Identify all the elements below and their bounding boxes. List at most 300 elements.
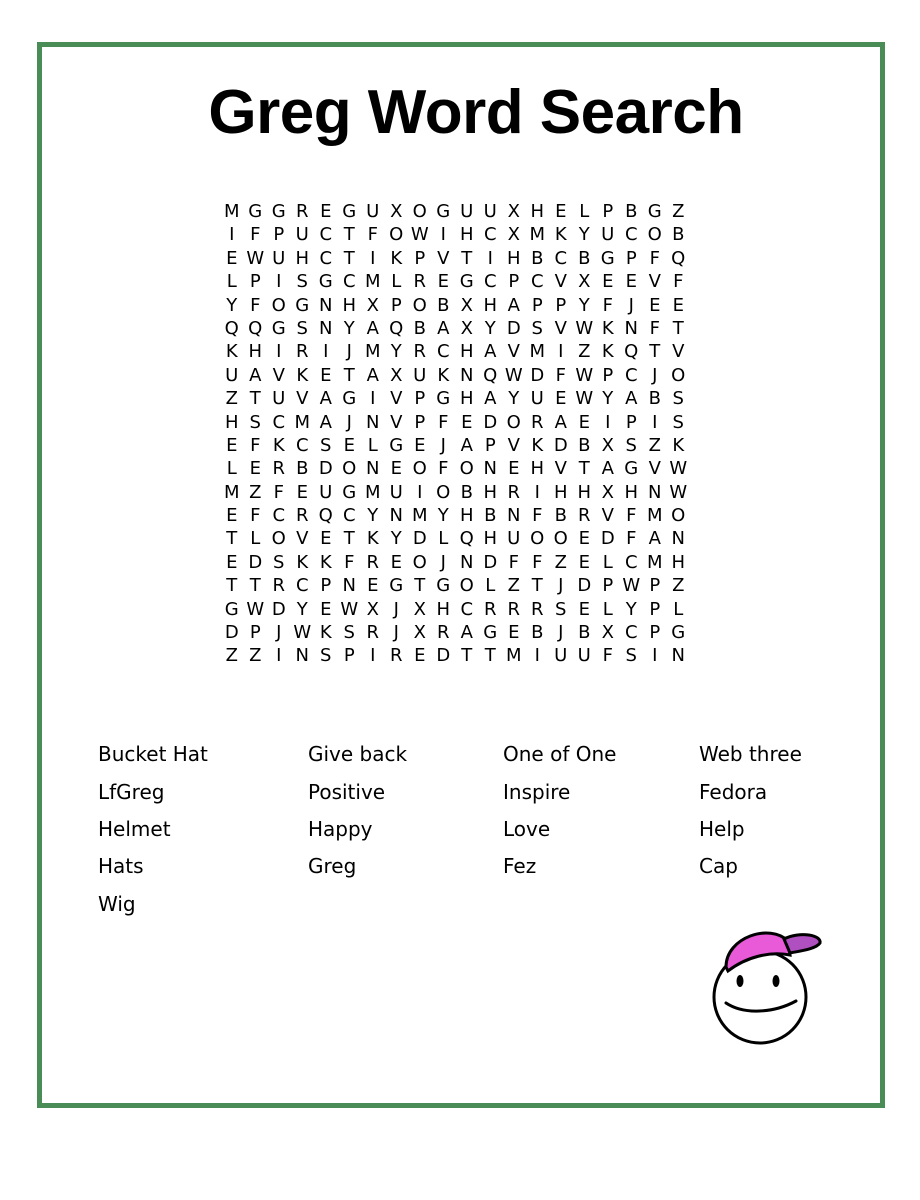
- grid-letter[interactable]: I: [370, 645, 376, 667]
- grid-letter[interactable]: X: [390, 364, 403, 386]
- grid-letter[interactable]: Y: [437, 505, 449, 527]
- grid-letter[interactable]: T: [461, 645, 473, 667]
- grid-letter[interactable]: H: [530, 201, 545, 222]
- grid-letter[interactable]: F: [532, 505, 543, 527]
- grid-letter[interactable]: K: [296, 364, 309, 386]
- grid-letter[interactable]: T: [414, 575, 426, 597]
- grid-letter[interactable]: H: [436, 598, 451, 620]
- grid-letter[interactable]: W: [622, 575, 641, 597]
- grid-letter[interactable]: C: [624, 364, 638, 386]
- grid-letter[interactable]: Y: [390, 528, 402, 550]
- grid-letter[interactable]: U: [507, 528, 521, 550]
- grid-letter[interactable]: M: [364, 271, 381, 293]
- grid-letter[interactable]: A: [554, 411, 567, 433]
- grid-letter[interactable]: D: [271, 598, 286, 620]
- grid-letter[interactable]: R: [530, 598, 544, 620]
- grid-letter[interactable]: M: [529, 341, 546, 363]
- grid-letter[interactable]: P: [625, 247, 637, 269]
- grid-letter[interactable]: K: [272, 434, 285, 456]
- grid-letter[interactable]: P: [602, 201, 614, 222]
- grid-letter[interactable]: O: [436, 481, 451, 503]
- grid-letter[interactable]: N: [671, 645, 685, 667]
- grid-letter[interactable]: A: [601, 458, 614, 480]
- grid-letter[interactable]: K: [601, 317, 614, 339]
- grid-letter[interactable]: K: [672, 434, 685, 456]
- grid-letter[interactable]: L: [602, 551, 613, 573]
- grid-letter[interactable]: H: [483, 294, 498, 316]
- grid-letter[interactable]: U: [389, 481, 403, 503]
- grid-letter[interactable]: E: [343, 434, 355, 456]
- grid-letter[interactable]: D: [506, 317, 521, 339]
- grid-letter[interactable]: O: [459, 458, 474, 480]
- grid-letter[interactable]: D: [436, 645, 451, 667]
- grid-letter[interactable]: Z: [249, 481, 262, 503]
- grid-letter[interactable]: E: [625, 271, 637, 293]
- grid-letter[interactable]: I: [370, 247, 376, 269]
- grid-letter[interactable]: F: [602, 645, 613, 667]
- grid-letter[interactable]: W: [410, 224, 429, 246]
- grid-letter[interactable]: J: [276, 622, 282, 644]
- grid-letter[interactable]: B: [460, 481, 473, 503]
- grid-letter[interactable]: W: [575, 364, 594, 386]
- grid-letter[interactable]: B: [413, 317, 426, 339]
- grid-letter[interactable]: A: [366, 364, 379, 386]
- grid-letter[interactable]: E: [390, 458, 402, 480]
- grid-letter[interactable]: B: [578, 622, 591, 644]
- grid-letter[interactable]: K: [366, 528, 379, 550]
- grid-letter[interactable]: X: [460, 294, 473, 316]
- grid-letter[interactable]: H: [553, 481, 568, 503]
- grid-letter[interactable]: F: [508, 551, 519, 573]
- grid-letter[interactable]: I: [417, 481, 423, 503]
- grid-letter[interactable]: Y: [226, 294, 238, 316]
- grid-letter[interactable]: G: [295, 294, 310, 316]
- grid-letter[interactable]: G: [318, 271, 333, 293]
- grid-letter[interactable]: V: [507, 434, 520, 456]
- grid-letter[interactable]: J: [440, 434, 446, 456]
- grid-letter[interactable]: I: [605, 411, 611, 433]
- grid-letter[interactable]: K: [319, 551, 332, 573]
- grid-letter[interactable]: B: [648, 388, 661, 410]
- grid-letter[interactable]: P: [273, 224, 285, 246]
- grid-letter[interactable]: O: [342, 458, 357, 480]
- grid-letter[interactable]: J: [628, 294, 634, 316]
- grid-letter[interactable]: H: [671, 551, 686, 573]
- grid-letter[interactable]: N: [366, 458, 380, 480]
- grid-letter[interactable]: D: [248, 551, 263, 573]
- grid-letter[interactable]: H: [459, 388, 474, 410]
- grid-letter[interactable]: F: [673, 271, 684, 293]
- grid-letter[interactable]: R: [413, 341, 426, 363]
- grid-letter[interactable]: V: [648, 271, 661, 293]
- grid-letter[interactable]: H: [342, 294, 357, 316]
- grid-letter[interactable]: C: [436, 341, 450, 363]
- grid-letter[interactable]: E: [578, 528, 590, 550]
- grid-letter[interactable]: W: [669, 481, 688, 503]
- grid-letter[interactable]: E: [672, 294, 684, 316]
- grid-letter[interactable]: H: [506, 247, 521, 269]
- grid-letter[interactable]: B: [578, 434, 591, 456]
- grid-letter[interactable]: G: [436, 575, 451, 597]
- grid-letter[interactable]: Z: [672, 201, 685, 222]
- grid-letter[interactable]: N: [460, 551, 474, 573]
- grid-letter[interactable]: D: [577, 575, 592, 597]
- grid-letter[interactable]: B: [484, 505, 497, 527]
- grid-letter[interactable]: X: [366, 598, 379, 620]
- grid-letter[interactable]: R: [295, 341, 309, 363]
- grid-letter[interactable]: C: [342, 271, 356, 293]
- grid-letter[interactable]: S: [343, 622, 355, 644]
- grid-letter[interactable]: B: [672, 224, 685, 246]
- grid-letter[interactable]: F: [626, 505, 637, 527]
- grid-letter[interactable]: J: [440, 551, 446, 573]
- grid-letter[interactable]: N: [507, 505, 521, 527]
- grid-letter[interactable]: X: [507, 201, 520, 222]
- grid-letter[interactable]: H: [577, 481, 592, 503]
- grid-letter[interactable]: B: [531, 247, 544, 269]
- grid-letter[interactable]: E: [226, 434, 238, 456]
- grid-letter[interactable]: S: [672, 388, 684, 410]
- grid-letter[interactable]: P: [602, 364, 614, 386]
- grid-letter[interactable]: X: [601, 622, 614, 644]
- grid-letter[interactable]: E: [226, 247, 238, 269]
- grid-letter[interactable]: E: [320, 598, 332, 620]
- grid-letter[interactable]: O: [412, 201, 427, 222]
- grid-letter[interactable]: E: [555, 201, 567, 222]
- grid-letter[interactable]: M: [223, 201, 240, 222]
- grid-letter[interactable]: V: [296, 388, 309, 410]
- grid-letter[interactable]: Y: [343, 317, 355, 339]
- grid-letter[interactable]: G: [647, 201, 662, 222]
- grid-letter[interactable]: L: [602, 598, 613, 620]
- grid-letter[interactable]: G: [483, 622, 498, 644]
- grid-letter[interactable]: Q: [224, 317, 239, 339]
- grid-letter[interactable]: G: [671, 622, 686, 644]
- grid-letter[interactable]: I: [276, 341, 282, 363]
- grid-letter[interactable]: R: [577, 505, 591, 527]
- grid-letter[interactable]: U: [366, 201, 380, 222]
- grid-letter[interactable]: V: [296, 528, 309, 550]
- grid-letter[interactable]: C: [483, 271, 497, 293]
- grid-letter[interactable]: I: [558, 341, 564, 363]
- grid-letter[interactable]: U: [272, 247, 286, 269]
- grid-letter[interactable]: M: [364, 341, 381, 363]
- grid-letter[interactable]: X: [578, 271, 591, 293]
- grid-letter[interactable]: R: [413, 271, 426, 293]
- grid-letter[interactable]: J: [346, 411, 352, 433]
- grid-letter[interactable]: I: [652, 411, 658, 433]
- grid-letter[interactable]: V: [554, 317, 567, 339]
- grid-letter[interactable]: N: [342, 575, 356, 597]
- grid-letter[interactable]: E: [578, 551, 590, 573]
- grid-letter[interactable]: E: [508, 458, 520, 480]
- grid-letter[interactable]: I: [440, 224, 446, 246]
- grid-letter[interactable]: I: [534, 481, 540, 503]
- grid-letter[interactable]: A: [484, 341, 497, 363]
- grid-letter[interactable]: K: [225, 341, 238, 363]
- grid-letter[interactable]: C: [530, 271, 544, 293]
- grid-letter[interactable]: V: [672, 341, 685, 363]
- grid-letter[interactable]: O: [412, 294, 427, 316]
- grid-letter[interactable]: L: [250, 528, 261, 550]
- grid-letter[interactable]: B: [625, 201, 638, 222]
- grid-letter[interactable]: A: [249, 364, 262, 386]
- grid-letter[interactable]: K: [601, 341, 614, 363]
- grid-letter[interactable]: T: [226, 528, 238, 550]
- grid-letter[interactable]: P: [484, 434, 496, 456]
- grid-letter[interactable]: O: [530, 528, 545, 550]
- grid-letter[interactable]: U: [272, 388, 286, 410]
- grid-letter[interactable]: A: [460, 434, 473, 456]
- grid-letter[interactable]: F: [602, 294, 613, 316]
- grid-letter[interactable]: P: [602, 575, 614, 597]
- grid-letter[interactable]: U: [225, 364, 239, 386]
- grid-letter[interactable]: H: [483, 528, 498, 550]
- grid-letter[interactable]: A: [366, 317, 379, 339]
- grid-letter[interactable]: K: [319, 622, 332, 644]
- grid-letter[interactable]: G: [624, 458, 639, 480]
- grid-letter[interactable]: S: [273, 551, 285, 573]
- grid-letter[interactable]: I: [229, 224, 235, 246]
- grid-letter[interactable]: E: [555, 388, 567, 410]
- grid-letter[interactable]: Q: [459, 528, 474, 550]
- grid-letter[interactable]: S: [531, 317, 543, 339]
- grid-letter[interactable]: S: [296, 271, 308, 293]
- grid-letter[interactable]: P: [649, 598, 661, 620]
- grid-letter[interactable]: U: [577, 645, 591, 667]
- grid-letter[interactable]: Y: [578, 294, 590, 316]
- grid-letter[interactable]: E: [508, 622, 520, 644]
- grid-letter[interactable]: E: [602, 271, 614, 293]
- grid-letter[interactable]: C: [272, 505, 286, 527]
- grid-letter[interactable]: J: [652, 364, 658, 386]
- grid-letter[interactable]: J: [393, 598, 399, 620]
- grid-letter[interactable]: V: [601, 505, 614, 527]
- grid-letter[interactable]: F: [649, 317, 660, 339]
- grid-letter[interactable]: P: [414, 247, 426, 269]
- grid-letter[interactable]: K: [531, 434, 544, 456]
- grid-letter[interactable]: R: [295, 201, 309, 222]
- grid-letter[interactable]: Z: [648, 434, 661, 456]
- grid-letter[interactable]: E: [320, 364, 332, 386]
- grid-letter[interactable]: F: [649, 247, 660, 269]
- grid-letter[interactable]: I: [534, 645, 540, 667]
- grid-letter[interactable]: M: [505, 645, 522, 667]
- grid-letter[interactable]: E: [414, 645, 426, 667]
- grid-letter[interactable]: P: [508, 271, 520, 293]
- grid-letter[interactable]: O: [412, 458, 427, 480]
- grid-letter[interactable]: Q: [624, 341, 639, 363]
- grid-letter[interactable]: Q: [318, 505, 333, 527]
- grid-letter[interactable]: U: [319, 481, 333, 503]
- grid-letter[interactable]: T: [672, 317, 684, 339]
- grid-letter[interactable]: L: [391, 271, 402, 293]
- grid-letter[interactable]: A: [507, 294, 520, 316]
- grid-letter[interactable]: W: [575, 317, 594, 339]
- grid-letter[interactable]: T: [226, 575, 238, 597]
- grid-letter[interactable]: E: [320, 201, 332, 222]
- grid-letter[interactable]: O: [271, 294, 286, 316]
- grid-letter[interactable]: D: [530, 364, 545, 386]
- grid-letter[interactable]: Y: [602, 388, 614, 410]
- grid-letter[interactable]: O: [506, 411, 521, 433]
- grid-letter[interactable]: U: [460, 201, 474, 222]
- grid-letter[interactable]: G: [342, 388, 357, 410]
- grid-letter[interactable]: E: [320, 528, 332, 550]
- grid-letter[interactable]: L: [485, 575, 496, 597]
- grid-letter[interactable]: W: [293, 622, 312, 644]
- grid-letter[interactable]: T: [578, 458, 590, 480]
- grid-letter[interactable]: H: [530, 458, 545, 480]
- grid-letter[interactable]: I: [276, 645, 282, 667]
- grid-letter[interactable]: V: [554, 458, 567, 480]
- grid-letter[interactable]: N: [460, 364, 474, 386]
- grid-letter[interactable]: H: [483, 481, 498, 503]
- grid-letter[interactable]: O: [671, 505, 686, 527]
- grid-letter[interactable]: G: [389, 434, 404, 456]
- grid-letter[interactable]: F: [555, 364, 566, 386]
- grid-letter[interactable]: W: [575, 388, 594, 410]
- grid-letter[interactable]: V: [648, 458, 661, 480]
- grid-letter[interactable]: C: [624, 622, 638, 644]
- grid-letter[interactable]: D: [483, 551, 498, 573]
- grid-letter[interactable]: G: [436, 388, 451, 410]
- grid-letter[interactable]: J: [558, 622, 564, 644]
- grid-letter[interactable]: M: [364, 481, 381, 503]
- grid-letter[interactable]: S: [672, 411, 684, 433]
- grid-letter[interactable]: R: [272, 458, 285, 480]
- grid-letter[interactable]: P: [531, 294, 543, 316]
- grid-letter[interactable]: Z: [578, 341, 591, 363]
- grid-letter[interactable]: T: [343, 247, 355, 269]
- grid-letter[interactable]: S: [320, 645, 332, 667]
- grid-letter[interactable]: Y: [296, 598, 308, 620]
- grid-letter[interactable]: Y: [508, 388, 520, 410]
- grid-letter[interactable]: Y: [484, 317, 496, 339]
- grid-letter[interactable]: G: [459, 271, 474, 293]
- grid-letter[interactable]: E: [296, 481, 308, 503]
- grid-letter[interactable]: V: [554, 271, 567, 293]
- grid-letter[interactable]: C: [319, 247, 333, 269]
- grid-letter[interactable]: K: [554, 224, 567, 246]
- grid-letter[interactable]: I: [652, 645, 658, 667]
- grid-letter[interactable]: I: [276, 271, 282, 293]
- grid-letter[interactable]: I: [323, 341, 329, 363]
- grid-letter[interactable]: B: [296, 458, 309, 480]
- grid-letter[interactable]: P: [343, 645, 355, 667]
- grid-letter[interactable]: C: [272, 411, 286, 433]
- grid-letter[interactable]: U: [483, 201, 497, 222]
- grid-letter[interactable]: G: [436, 201, 451, 222]
- grid-letter[interactable]: M: [294, 411, 311, 433]
- grid-letter[interactable]: G: [342, 481, 357, 503]
- grid-letter[interactable]: E: [578, 411, 590, 433]
- grid-letter[interactable]: K: [437, 364, 450, 386]
- grid-letter[interactable]: O: [271, 528, 286, 550]
- grid-letter[interactable]: N: [319, 294, 333, 316]
- grid-letter[interactable]: W: [246, 247, 265, 269]
- grid-letter[interactable]: V: [437, 247, 450, 269]
- grid-letter[interactable]: Q: [248, 317, 263, 339]
- grid-letter[interactable]: G: [271, 201, 286, 222]
- grid-letter[interactable]: E: [414, 434, 426, 456]
- grid-letter[interactable]: C: [460, 598, 474, 620]
- grid-letter[interactable]: E: [390, 551, 402, 573]
- grid-letter[interactable]: C: [483, 224, 497, 246]
- grid-letter[interactable]: T: [343, 528, 355, 550]
- grid-letter[interactable]: Y: [390, 341, 402, 363]
- grid-letter[interactable]: X: [366, 294, 379, 316]
- grid-letter[interactable]: P: [649, 575, 661, 597]
- grid-letter[interactable]: S: [249, 411, 261, 433]
- grid-letter[interactable]: X: [507, 224, 520, 246]
- grid-letter[interactable]: S: [296, 317, 308, 339]
- grid-letter[interactable]: T: [649, 341, 661, 363]
- grid-letter[interactable]: F: [367, 224, 378, 246]
- grid-letter[interactable]: E: [249, 458, 261, 480]
- grid-letter[interactable]: V: [507, 341, 520, 363]
- grid-letter[interactable]: E: [437, 271, 449, 293]
- grid-letter[interactable]: E: [226, 551, 238, 573]
- grid-letter[interactable]: B: [554, 505, 567, 527]
- grid-letter[interactable]: I: [370, 388, 376, 410]
- grid-letter[interactable]: L: [226, 271, 237, 293]
- grid-letter[interactable]: M: [529, 224, 546, 246]
- grid-letter[interactable]: H: [248, 341, 263, 363]
- grid-letter[interactable]: H: [224, 411, 239, 433]
- grid-letter[interactable]: H: [459, 224, 474, 246]
- grid-letter[interactable]: D: [483, 411, 498, 433]
- grid-letter[interactable]: O: [459, 575, 474, 597]
- grid-letter[interactable]: N: [483, 458, 497, 480]
- grid-letter[interactable]: C: [342, 505, 356, 527]
- grid-letter[interactable]: P: [414, 411, 426, 433]
- grid-letter[interactable]: R: [366, 551, 379, 573]
- grid-letter[interactable]: O: [412, 551, 427, 573]
- grid-letter[interactable]: L: [367, 434, 378, 456]
- grid-letter[interactable]: U: [530, 388, 544, 410]
- grid-letter[interactable]: L: [226, 458, 237, 480]
- grid-letter[interactable]: P: [555, 294, 567, 316]
- grid-letter[interactable]: B: [578, 247, 591, 269]
- grid-letter[interactable]: L: [673, 598, 684, 620]
- grid-letter[interactable]: T: [249, 575, 261, 597]
- grid-letter[interactable]: Y: [578, 224, 590, 246]
- grid-letter[interactable]: O: [389, 224, 404, 246]
- grid-letter[interactable]: L: [438, 528, 449, 550]
- grid-letter[interactable]: S: [555, 598, 567, 620]
- grid-letter[interactable]: F: [273, 481, 284, 503]
- grid-letter[interactable]: T: [531, 575, 543, 597]
- grid-letter[interactable]: X: [601, 481, 614, 503]
- grid-letter[interactable]: D: [224, 622, 239, 644]
- grid-letter[interactable]: R: [389, 645, 403, 667]
- grid-letter[interactable]: O: [671, 364, 686, 386]
- grid-letter[interactable]: H: [459, 505, 474, 527]
- grid-letter[interactable]: M: [646, 551, 663, 573]
- grid-letter[interactable]: C: [319, 224, 333, 246]
- grid-letter[interactable]: R: [530, 411, 544, 433]
- grid-letter[interactable]: T: [343, 224, 355, 246]
- grid-letter[interactable]: X: [413, 622, 426, 644]
- grid-letter[interactable]: X: [390, 201, 403, 222]
- grid-letter[interactable]: N: [295, 645, 309, 667]
- grid-letter[interactable]: T: [249, 388, 261, 410]
- grid-letter[interactable]: C: [554, 247, 568, 269]
- grid-letter[interactable]: Z: [507, 575, 520, 597]
- grid-letter[interactable]: Y: [625, 598, 637, 620]
- grid-letter[interactable]: O: [647, 224, 662, 246]
